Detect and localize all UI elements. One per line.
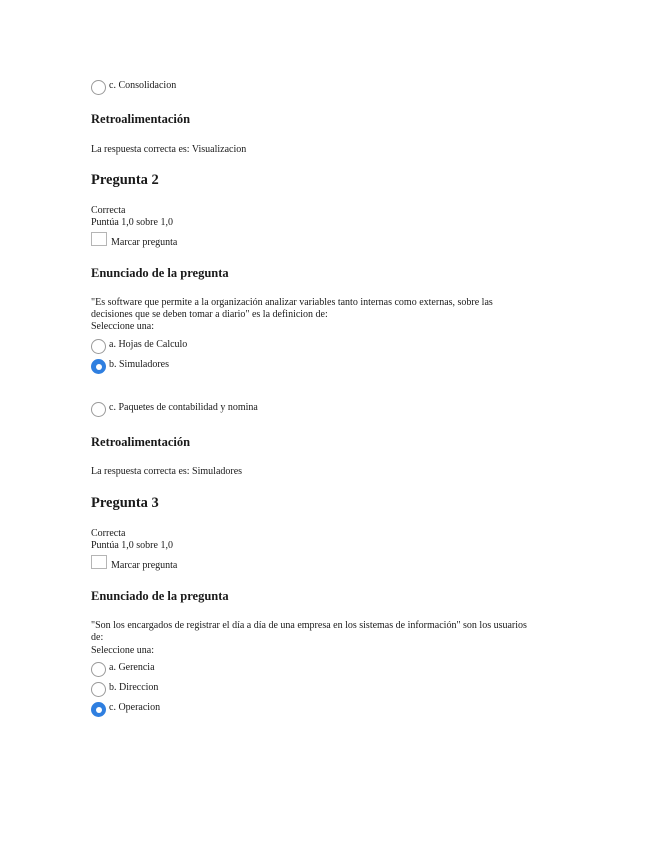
question-text-line-1: "Son los encargados de registrar el día a día de una empresa en los sistemas de información" son los usuarios xyxy=(91,620,527,631)
feedback-title: Retroalimentación xyxy=(91,435,191,449)
option-q3-b[interactable] xyxy=(91,680,571,695)
radio-button-icon[interactable] xyxy=(91,682,106,697)
option-q3-c[interactable] xyxy=(91,700,571,715)
question-score: Puntúa 1,0 sobre 1,0 xyxy=(91,217,173,228)
option-label: a. Hojas de Calculo xyxy=(109,339,188,350)
feedback-title: Retroalimentación xyxy=(91,112,191,126)
option-q2-c[interactable] xyxy=(91,400,571,415)
question-title: Pregunta 2 xyxy=(91,172,159,188)
radio-button-icon[interactable] xyxy=(91,402,106,417)
option-q3-a[interactable] xyxy=(91,660,571,675)
flag-question-button[interactable] xyxy=(91,232,571,246)
feedback-text: La respuesta correcta es: Simuladores xyxy=(91,466,243,477)
option-q1-c[interactable] xyxy=(91,78,571,93)
option-q2-a[interactable] xyxy=(91,337,571,352)
select-prompt: Seleccione una: xyxy=(91,321,155,332)
option-label: b. Direccion xyxy=(109,682,159,693)
radio-button-selected-icon[interactable] xyxy=(91,359,106,374)
statement-title: Enunciado de la pregunta xyxy=(91,266,229,280)
question-text-line-2: decisiones que se deben tomar a diario" es la definicion de: xyxy=(91,309,328,320)
question-text-line-2: de: xyxy=(91,632,104,643)
flag-checkbox-icon[interactable] xyxy=(91,555,107,569)
option-label: c. Consolidacion xyxy=(109,80,177,91)
question-score: Puntúa 1,0 sobre 1,0 xyxy=(91,540,173,551)
question-text-line-1: "Es software que permite a la organización analizar variables tanto internas como externas, sobre las xyxy=(91,297,493,308)
question-state: Correcta xyxy=(91,528,126,539)
option-label: a. Gerencia xyxy=(109,662,155,673)
option-q2-b[interactable] xyxy=(91,357,571,372)
radio-button-selected-icon[interactable] xyxy=(91,702,106,717)
option-label: c. Operacion xyxy=(109,702,161,713)
radio-button-icon[interactable] xyxy=(91,662,106,677)
flag-label: Marcar pregunta xyxy=(111,237,178,248)
radio-button-icon[interactable] xyxy=(91,80,106,95)
feedback-text: La respuesta correcta es: Visualizacion xyxy=(91,144,247,155)
question-title: Pregunta 3 xyxy=(91,495,159,511)
statement-title: Enunciado de la pregunta xyxy=(91,589,229,603)
flag-label: Marcar pregunta xyxy=(111,560,178,571)
flag-checkbox-icon[interactable] xyxy=(91,232,107,246)
flag-question-button[interactable] xyxy=(91,555,571,569)
radio-button-icon[interactable] xyxy=(91,339,106,354)
option-label: c. Paquetes de contabilidad y nomina xyxy=(109,402,258,413)
option-label: b. Simuladores xyxy=(109,359,169,370)
select-prompt: Seleccione una: xyxy=(91,645,155,656)
question-state: Correcta xyxy=(91,205,126,216)
